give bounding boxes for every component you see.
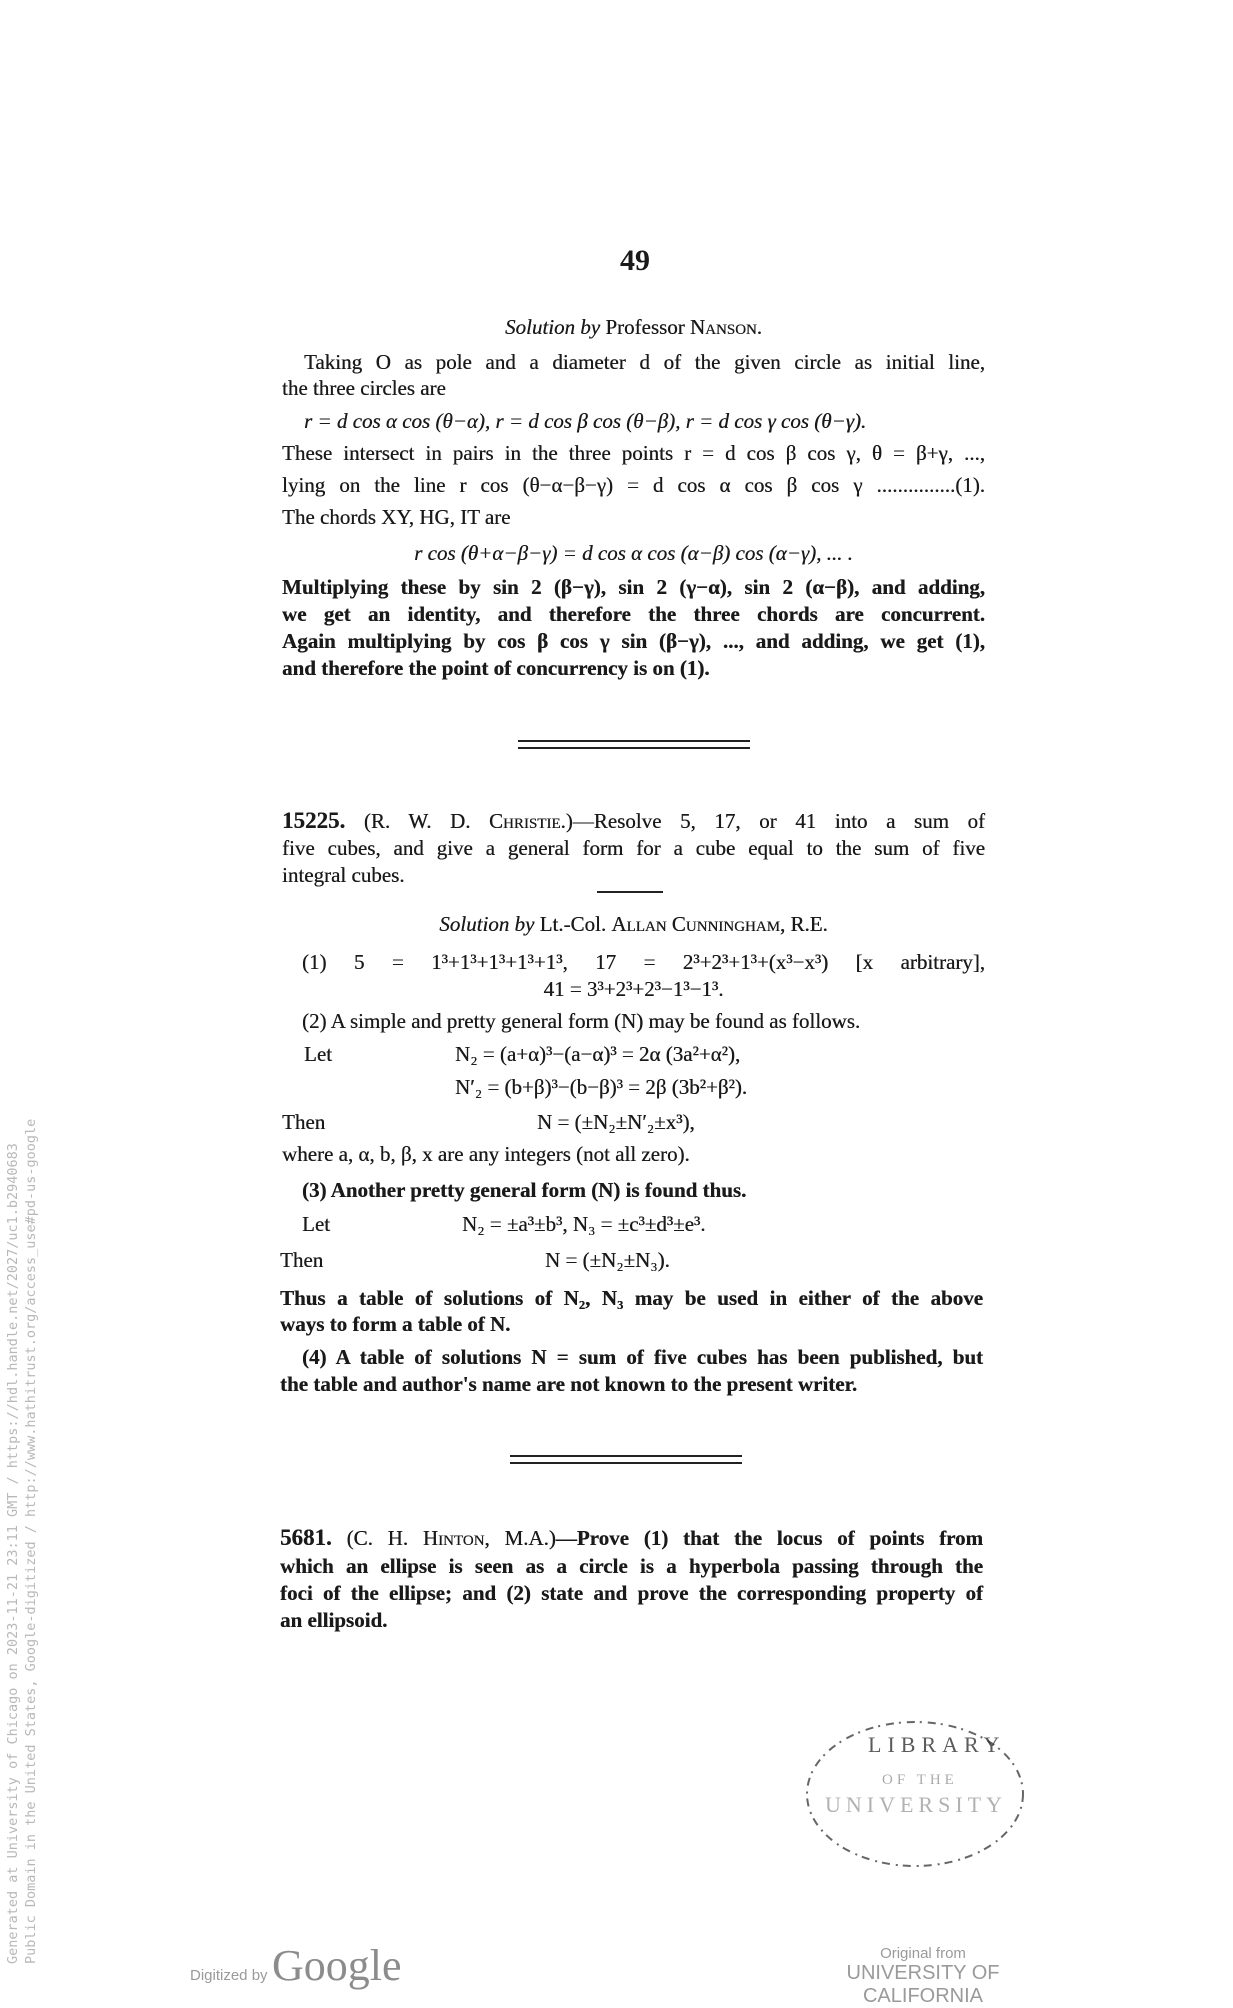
equation-line: r = d cos α cos (θ−α), r = d cos β cos (θ−β), r = d cos γ cos (θ−γ). [304,409,867,433]
text-line: Taking O as pole and a diameter d of the given circle as initial line, [304,350,985,374]
equation-line: N₂ = ±a³±b³, N₃ = ±c³±d³±e³. [462,1212,706,1236]
text-line: These intersect in pairs in the three points r = d cos β cos γ, θ = β+γ, ..., [282,441,985,465]
question-15225-line [282,808,985,834]
text-line: Multiplying these by sin 2 (β−γ), sin 2 (γ−α), sin 2 (α−β), and adding, [282,575,985,599]
text-line: The chords XY, HG, IT are [282,505,511,529]
solver-name: Allan Cunningham, R.E. [611,912,828,936]
equation-line: N′₂ = (b+β)³−(b−β)³ = 2β (3b²+β²). [455,1075,748,1099]
question-number: 5681. [280,1525,332,1550]
text-line: ways to form a table of N. [280,1312,511,1336]
text-line: we get an identity, and therefore the three chords are concurrent. [282,602,985,626]
text-line: (3) Another pretty general form (N) is found thus. [302,1178,747,1202]
page-number: 49 [620,244,650,277]
solution-heading-cunningham [282,911,985,937]
equation-line: N = (±N₂±N₃). [545,1248,670,1272]
label-let: Let [304,1042,332,1066]
digitized-by-google [190,1940,402,1991]
hathitrust-watermark [4,1119,40,1964]
equation-line: (1) 5 = 1³+1³+1³+1³+1³, 17 = 2³+2³+1³+(x³−x³) [x arbitrary], [302,950,985,974]
solution-label: Solution by [439,912,535,936]
question-author: (R. W. D. Christie.) [363,809,573,833]
google-logo: Google [272,1941,402,1990]
text-line: lying on the line r cos (θ−α−β−γ) = d cos α cos β cos γ ...............(1). [282,473,985,497]
equation-line: N = (±N₂±N′₂±x³), [537,1110,695,1134]
text-line: (4) A table of solutions N = sum of five cubes has been published, but [302,1345,983,1369]
short-divider [597,891,663,893]
question-text: five cubes, and give a general form for a cube equal to the sum of five [282,836,985,860]
watermark-line: Public Domain in the United States, Google-digitized / http://www.hathitrust.org/access_use#pd-us-google [23,1118,39,1964]
question-text: —Prove (1) that the locus of points from [555,1526,983,1550]
label-then: Then [280,1248,324,1272]
solution-heading-nanson [282,314,985,340]
library-stamp [800,1712,1035,1877]
equation-line: 41 = 3³+2³+2³−1³−1³. [543,977,724,1001]
university-name: UNIVERSITY OF CALIFORNIA [846,1962,1000,2007]
digitized-by-label: Digitized by [190,1967,268,1984]
equation-line: r cos (θ+α−β−γ) = d cos α cos (α−β) cos (α−γ), ... . [414,541,853,565]
stamp-text: LIBRARY [868,1732,1006,1757]
solver-title: Professor [605,315,685,339]
label-let: Let [302,1212,330,1236]
text-line: and therefore the point of concurrency is on (1). [282,656,710,680]
question-text: which an ellipse is seen as a circle is a hyperbola passing through the [280,1554,983,1578]
solution-label: Solution by [505,315,601,339]
stamp-text: OF THE [882,1772,958,1788]
original-from [788,1945,1058,2008]
section-divider [510,1455,742,1464]
question-5681-line [280,1525,983,1551]
stamp-text: UNIVERSITY [825,1792,1007,1817]
text-line: Thus a table of solutions of N₂, N₃ may be used in either of the above [280,1286,983,1310]
solver-name: Nanson. [689,315,762,339]
text-line: the three circles are [282,376,446,400]
original-from-label: Original from [880,1945,966,1962]
question-number: 15225. [282,808,346,833]
text-line: (2) A simple and pretty general form (N) may be found as follows. [302,1009,861,1033]
question-text: —Resolve 5, 17, or 41 into a sum of [572,809,985,833]
watermark-line: Generated at University of Chicago on 2023-11-21 23:11 GMT / https://hdl.handle.net/2027/uc1.b2940683 [5,1143,21,1964]
text-line: where a, α, b, β, x are any integers (not all zero). [282,1142,690,1166]
question-text: foci of the ellipse; and (2) state and prove the corresponding property of [280,1581,983,1605]
text-line: Again multiplying by cos β cos γ sin (β−γ), ..., and adding, we get (1), [282,629,985,653]
label-then: Then [282,1110,326,1134]
solver-title: Lt.-Col. [539,912,607,936]
question-text: integral cubes. [282,863,405,887]
question-text: an ellipsoid. [280,1608,388,1632]
text-line: the table and author's name are not known to the present writer. [280,1372,858,1396]
section-divider [518,740,750,749]
equation-line: N₂ = (a+α)³−(a−α)³ = 2α (3a²+α²), [455,1042,741,1066]
question-author: (C. H. Hinton, M.A.) [346,1526,556,1550]
